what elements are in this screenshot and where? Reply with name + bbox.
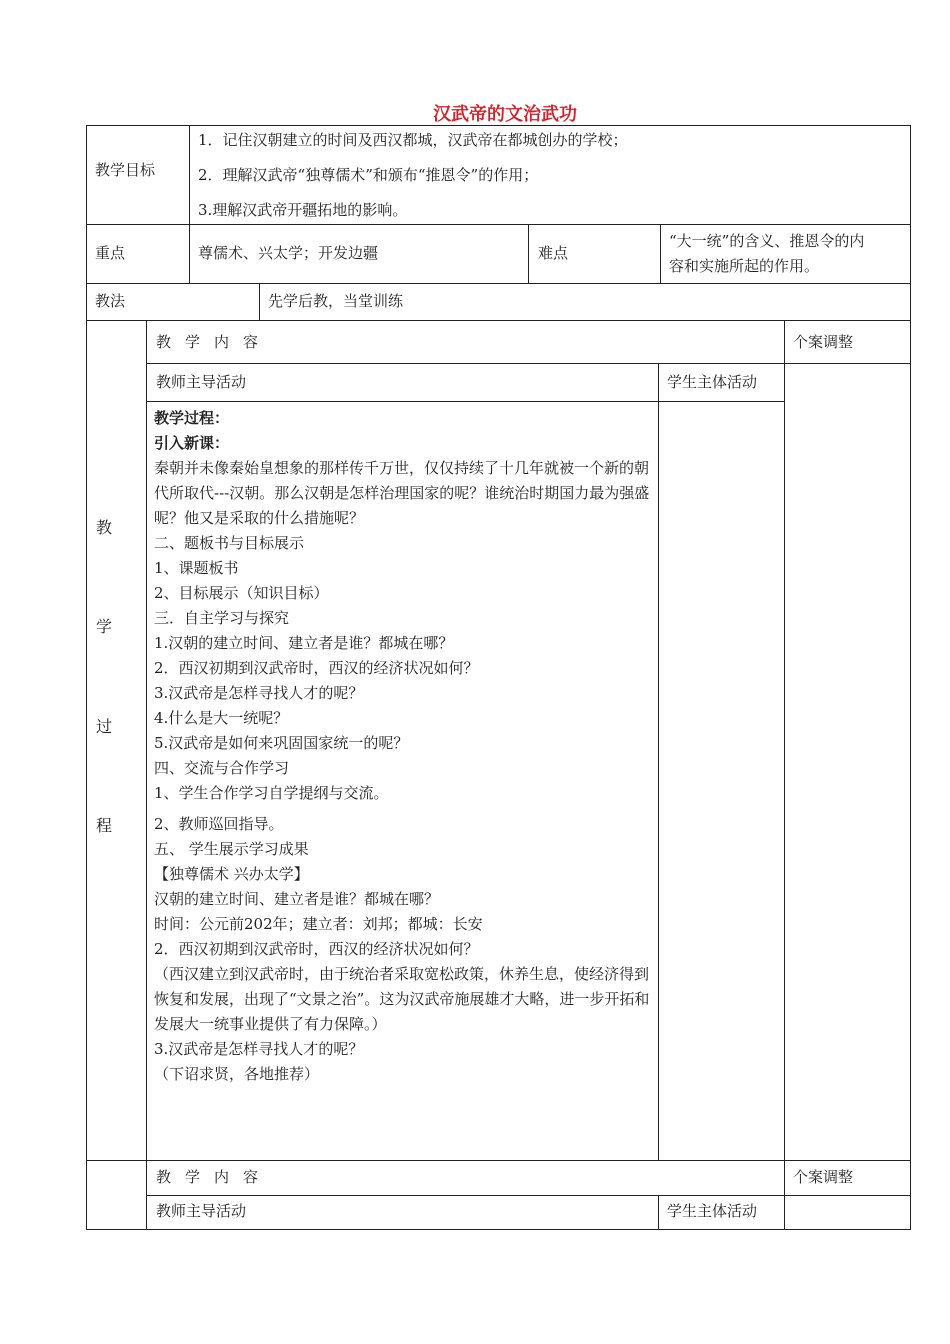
column-divider (658, 1195, 659, 1229)
row-divider (86, 1160, 911, 1161)
process-line: 2．西汉初期到汉武帝时，西汉的经济状况如何？ (154, 659, 479, 677)
intro-paragraph: 秦朝并未像秦始皇想象的那样传千万世，仅仅持续了十几年就被一个新的朝代所取代---汉朝。那么汉朝是怎样治理国家的呢？谁统治时期国力最为强盛呢？他又是采取的什么措施呢？ (154, 459, 650, 527)
process-line: 1.汉朝的建立时间、建立者是谁？都城在哪？ (154, 634, 454, 652)
table-border-left (86, 125, 87, 1229)
difficulty-value-line1: “大一统”的含义、推恩令的内 (669, 232, 865, 250)
teaching-process-content (154, 406, 652, 1087)
process-label-char: 学 (96, 617, 113, 636)
column-divider (259, 283, 260, 320)
column-divider (658, 363, 659, 1160)
table-border-bottom (86, 1229, 911, 1230)
column-divider (189, 125, 190, 283)
student-activity-header-2: 学生主体活动 (667, 1202, 758, 1220)
adjust-header-2: 个案调整 (793, 1168, 854, 1186)
goals-label: 教学目标 (95, 161, 156, 179)
teacher-activity-header-2: 教师主导活动 (156, 1202, 247, 1220)
table-border-right (910, 125, 911, 1229)
teacher-activity-header: 教师主导活动 (156, 373, 247, 391)
row-divider (86, 224, 911, 225)
process-label-char: 教 (96, 518, 113, 537)
difficulty-value-line2: 容和实施所起的作用。 (669, 257, 820, 275)
column-divider (784, 320, 785, 1229)
row-divider (146, 401, 784, 402)
process-heading: 教学过程： (154, 409, 230, 427)
process-line: 1、课题板书 (154, 559, 239, 577)
process-line: 1、学生合作学习自学提纲与交流。 (154, 784, 389, 802)
goal-item-1: 1．记住汉朝建立的时间及西汉都城，汉武帝在都城创办的学校； (198, 131, 628, 149)
adjust-header: 个案调整 (793, 333, 854, 351)
method-value: 先学后教，当堂训练 (268, 292, 404, 310)
method-label: 教法 (95, 292, 126, 310)
process-line: 4.什么是大一统呢？ (154, 709, 289, 727)
column-divider (146, 320, 147, 1229)
process-label-char: 程 (96, 816, 113, 835)
goal-item-2: 2．理解汉武帝“独尊儒术”和颁布“推恩令”的作用； (198, 166, 539, 184)
process-line: 二、题板书与目标展示 (154, 534, 305, 552)
row-divider (146, 1195, 911, 1196)
process-line: 3.汉武帝是怎样寻找人才的呢？ (154, 1040, 364, 1058)
column-divider (528, 224, 529, 283)
process-line: （下诏求贤，各地推荐） (154, 1065, 320, 1083)
process-line: 5.汉武帝是如何来巩固国家统一的呢？ (154, 734, 409, 752)
goal-item-3: 3.理解汉武帝开疆拓地的影响。 (198, 201, 408, 219)
row-divider (86, 320, 911, 321)
row-divider (86, 283, 911, 284)
document-title: 汉武帝的文治武功 (433, 104, 577, 125)
column-divider (660, 224, 661, 283)
process-line: 3.汉武帝是怎样寻找人才的呢？ (154, 684, 364, 702)
process-label-char: 过 (96, 717, 113, 736)
row-divider (146, 363, 911, 364)
process-line: 五、 学生展示学习成果 (154, 840, 309, 858)
answer-paragraph: （西汉建立到汉武帝时，由于统治者采取宽松政策，休养生息，使经济得到恢复和发展，出现了“文景之治”。这为汉武帝施展雄才大略，进一步开拓和发展大一统事业提供了有力保障。） (154, 965, 650, 1033)
process-line: 【独尊儒术 兴办太学】 (154, 865, 309, 883)
process-line: 三．自主学习与探究 (154, 609, 290, 627)
content-header-2: 教学内容 (156, 1168, 273, 1186)
process-line: 2．西汉初期到汉武帝时，西汉的经济状况如何？ (154, 940, 479, 958)
intro-heading: 引入新课： (154, 434, 230, 452)
key-label: 重点 (95, 244, 126, 262)
table-border-top (86, 125, 911, 126)
process-line: 2、教师巡回指导。 (154, 815, 284, 833)
content-header: 教学内容 (156, 333, 273, 351)
process-line: 2、目标展示（知识目标） (154, 584, 329, 602)
process-line: 汉朝的建立时间、建立者是谁？都城在哪？ (154, 890, 440, 908)
difficulty-label: 难点 (538, 244, 569, 262)
process-line: 四、交流与合作学习 (154, 759, 290, 777)
student-activity-header: 学生主体活动 (667, 373, 758, 391)
process-line: 时间：公元前202年；建立者：刘邦；都城：长安 (154, 915, 483, 933)
key-value: 尊儒术、兴太学；开发边疆 (198, 244, 379, 262)
